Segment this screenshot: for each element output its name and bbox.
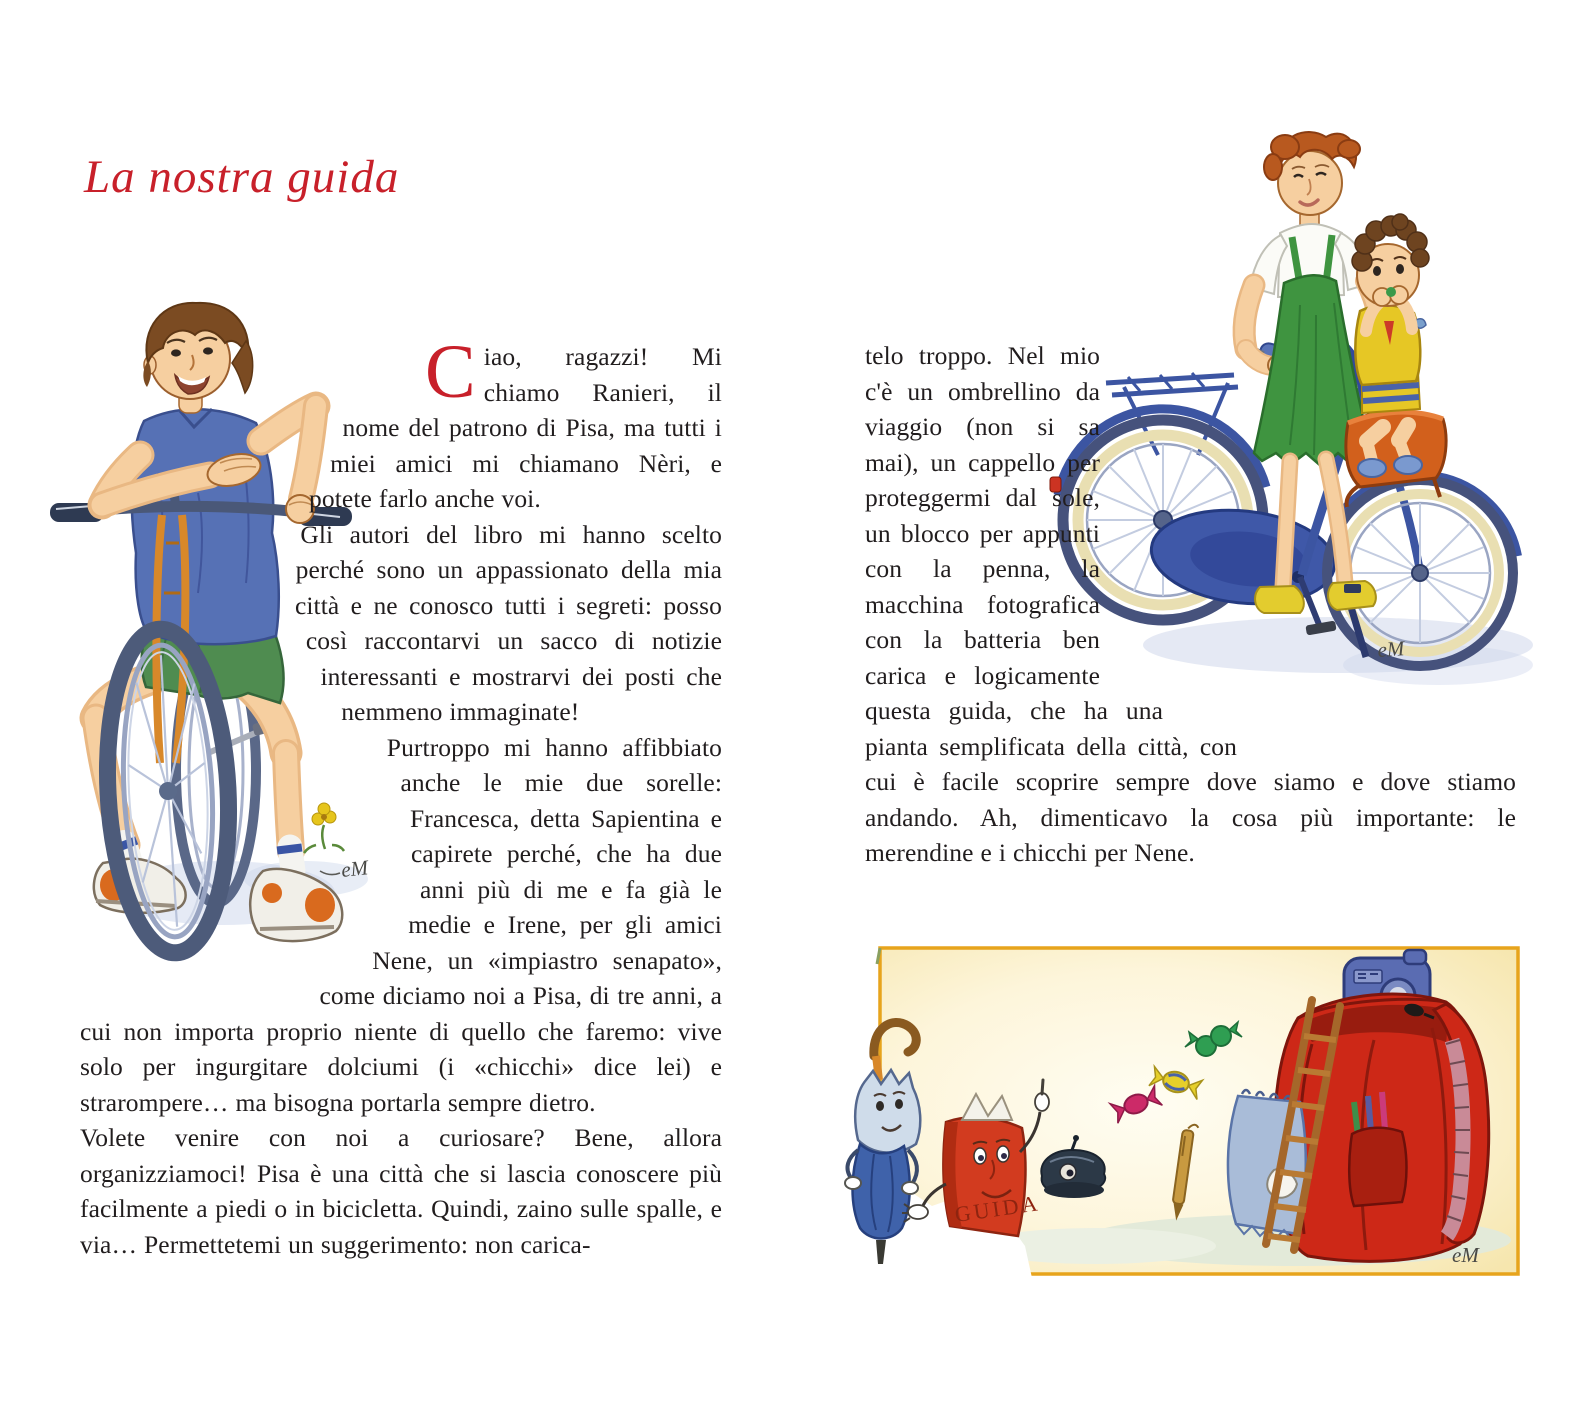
paragraph: Purtroppo mi hanno affibbiato anche le mie due sorelle: Francesca, detta Sapientina e capirete perché, che ha due anni più di me e fa già le medie e Irene, per gli amici Nene, un «impiastro senapato», come diciamo noi a Pisa, di tre anni, a cui non importa proprio niente di quello che faremo: vive solo per ingurgitare dolciumi (i «chicchi» dice lei) e strarompere… ma bisogna portarla sempre dietro. xyxy=(80,732,722,1117)
paragraph: Gli autori del libro mi hanno scelto perché sono un appassionato della mia città e ne conosco tutti i segreti: posso così raccontarvi un sacco di notizie interessanti e mostrarvi dei posti che nemmeno immaginate! xyxy=(294,519,722,726)
drop-cap: C xyxy=(425,330,476,414)
page-title: La nostra guida xyxy=(84,151,400,203)
right-page-text xyxy=(865,338,1516,871)
book-label: GUIDA xyxy=(953,1190,1042,1227)
artist-signature: eM xyxy=(1452,1243,1479,1267)
artist-signature: eM xyxy=(340,855,370,882)
paragraph: Ciao, ragazzi! Mi chiamo Ranieri, il nome del patrono di Pisa, ma tutti i miei amici mi chiamano Nèri, e potete farlo anche voi. xyxy=(309,330,722,513)
framed-objects-illustration xyxy=(846,944,1522,1278)
artist-signature: eM xyxy=(1376,636,1406,662)
paragraph: telo troppo. Nel mio c'è un ombrellino da viaggio (non si sa mai), un cappello per proteggermi dal sole, un blocco per appunti con la penna, la macchina fotografica con la batteria ben carica e logicamente questa guida, che ha una pianta semplificata della città, con cui è facile scoprire sempre dove siamo e dove stiamo andando. Ah, dimenticavo la cosa più importante: le merendine e i chicchi per Nene. xyxy=(865,341,1516,867)
paragraph: Volete venire con noi a curiosare? Bene, allora organizziamoci! Pisa è una città che si lascia conoscere più facilmente a piedi o in bicicletta. Quindi, zaino sulle spalle, e via… Permettetemi un suggerimento: non carica- xyxy=(80,1123,722,1259)
left-page-text xyxy=(80,330,722,1262)
